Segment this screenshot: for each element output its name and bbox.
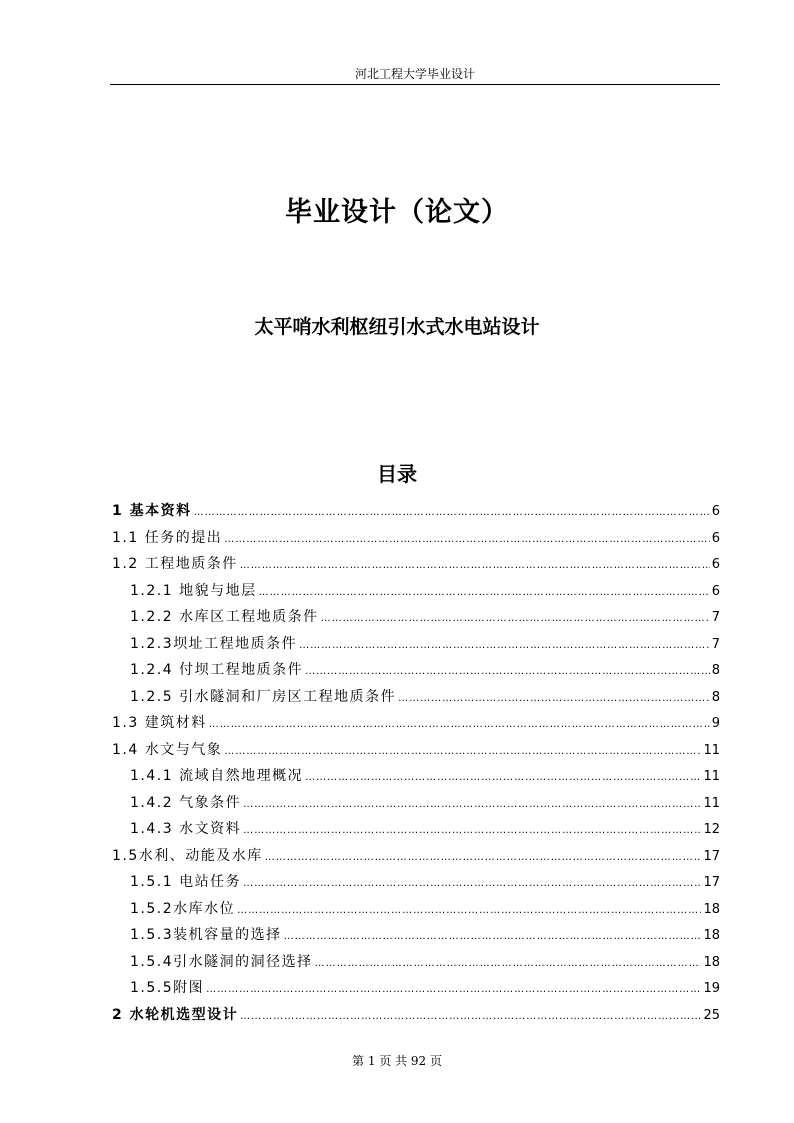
- toc-entry[interactable]: [112, 949, 720, 976]
- toc-entry[interactable]: [112, 498, 720, 525]
- toc-dot-leader: [237, 898, 701, 923]
- toc-entry-page: 19: [703, 981, 720, 996]
- toc-entry-page: 18: [703, 928, 720, 943]
- toc-dot-leader: [240, 1004, 701, 1029]
- toc-dot-leader: [305, 765, 701, 790]
- toc-dot-leader: [259, 580, 710, 605]
- toc-entry[interactable]: [112, 657, 720, 684]
- toc-dot-leader: [224, 739, 701, 764]
- toc-entry-label: 2 水轮机选型设计: [112, 1006, 239, 1023]
- toc-entry-page: 7: [711, 636, 720, 652]
- toc-entry-page: 18: [703, 954, 720, 970]
- toc-entry-page: 8: [711, 689, 720, 705]
- toc-entry-page: 18: [703, 901, 720, 917]
- page-footer: 第 1 页 共 92 页: [352, 1054, 442, 1068]
- toc-entry[interactable]: [112, 525, 720, 552]
- document-type-heading: 毕业设计（论文）: [285, 197, 509, 228]
- toc-dot-leader: [240, 553, 710, 578]
- toc-entry-page: 6: [711, 504, 720, 519]
- toc-entry-page: 6: [711, 557, 720, 572]
- toc-entry-page: 11: [703, 769, 720, 784]
- toc-entry-label: 1.5.3装机容量的选择: [130, 927, 282, 943]
- toc-title: 目录: [377, 462, 417, 486]
- toc-dot-leader: [224, 527, 710, 552]
- toc-dot-leader: [284, 924, 702, 949]
- toc-entry-label: 1.5.2水库水位: [130, 900, 236, 917]
- toc-entry-page: 25: [703, 1007, 720, 1023]
- toc-dot-leader: [305, 659, 710, 684]
- toc-entry-label: 1.2.4 付坝工程地质条件: [130, 662, 304, 678]
- toc-entry[interactable]: [112, 551, 720, 578]
- toc-entry[interactable]: [112, 922, 720, 949]
- toc-entry[interactable]: [112, 737, 720, 764]
- toc-entry-page: 12: [703, 822, 720, 837]
- toc-entry-label: 1.5.4引水隧洞的洞径选择: [130, 953, 313, 970]
- toc-dot-leader: [243, 818, 701, 843]
- toc-dot-leader: [398, 686, 710, 711]
- toc-entry[interactable]: [112, 604, 720, 631]
- toc-dot-leader: [209, 712, 710, 737]
- toc-dot-leader: [265, 845, 702, 870]
- toc-entry-page: 6: [711, 530, 720, 546]
- toc-dot-leader: [243, 871, 701, 896]
- running-header: 河北工程大学毕业设计: [110, 64, 720, 85]
- toc-entry-page: 17: [703, 848, 720, 864]
- toc-entry[interactable]: [112, 1002, 720, 1029]
- toc-entry[interactable]: [112, 763, 720, 790]
- toc-entry-label: 1.5水利、动能及水库: [112, 847, 263, 864]
- toc-entry[interactable]: [112, 710, 720, 737]
- toc-entry-page: 6: [711, 583, 720, 599]
- toc-entry-page: 11: [703, 742, 720, 758]
- toc-entry[interactable]: [112, 578, 720, 605]
- toc-entry-page: 17: [703, 875, 720, 890]
- toc-entry-label: 1 基本资料: [112, 503, 192, 519]
- toc-entry-label: 1.4.1 流域自然地理概况: [130, 768, 304, 784]
- toc-entry-label: 1.5.5附图: [130, 980, 205, 996]
- toc-entry[interactable]: [112, 631, 720, 658]
- toc-entry-label: 1.5.1 电站任务: [130, 874, 242, 890]
- toc-entry[interactable]: [112, 896, 720, 923]
- toc-dot-leader: [243, 792, 701, 817]
- toc-entry[interactable]: [112, 816, 720, 843]
- toc-entry-label: 1.2.5 引水隧洞和厂房区工程地质条件: [130, 688, 397, 705]
- toc-entry-label: 1.1 任务的提出: [112, 529, 223, 546]
- toc-dot-leader: [206, 977, 701, 1002]
- toc-entry-label: 1.4.3 水文资料: [130, 821, 242, 837]
- toc-entry-page: 11: [703, 795, 720, 811]
- thesis-title: 太平哨水利枢纽引水式水电站设计: [254, 316, 540, 338]
- toc-entry-label: 1.3 建筑材料: [112, 715, 207, 731]
- toc-entry-page: 8: [711, 663, 720, 678]
- toc-entry[interactable]: [112, 790, 720, 817]
- toc-dot-leader: [194, 500, 710, 525]
- table-of-contents: [112, 498, 720, 1028]
- toc-entry-label: 1.2.2 水库区工程地质条件: [130, 609, 319, 625]
- toc-entry[interactable]: [112, 869, 720, 896]
- toc-entry-label: 1.2 工程地质条件: [112, 556, 238, 572]
- toc-dot-leader: [299, 633, 710, 658]
- toc-entry[interactable]: [112, 975, 720, 1002]
- toc-entry[interactable]: [112, 843, 720, 870]
- toc-entry[interactable]: [112, 684, 720, 711]
- toc-dot-leader: [321, 606, 710, 631]
- toc-dot-leader: [315, 951, 702, 976]
- toc-entry-label: 1.2.1 地貌与地层: [130, 582, 257, 599]
- toc-entry-page: 9: [711, 716, 720, 731]
- toc-entry-label: 1.4 水文与气象: [112, 741, 223, 758]
- toc-entry-label: 1.2.3坝址工程地质条件: [130, 635, 298, 652]
- toc-entry-page: 7: [711, 610, 720, 625]
- toc-entry-label: 1.4.2 气象条件: [130, 794, 242, 811]
